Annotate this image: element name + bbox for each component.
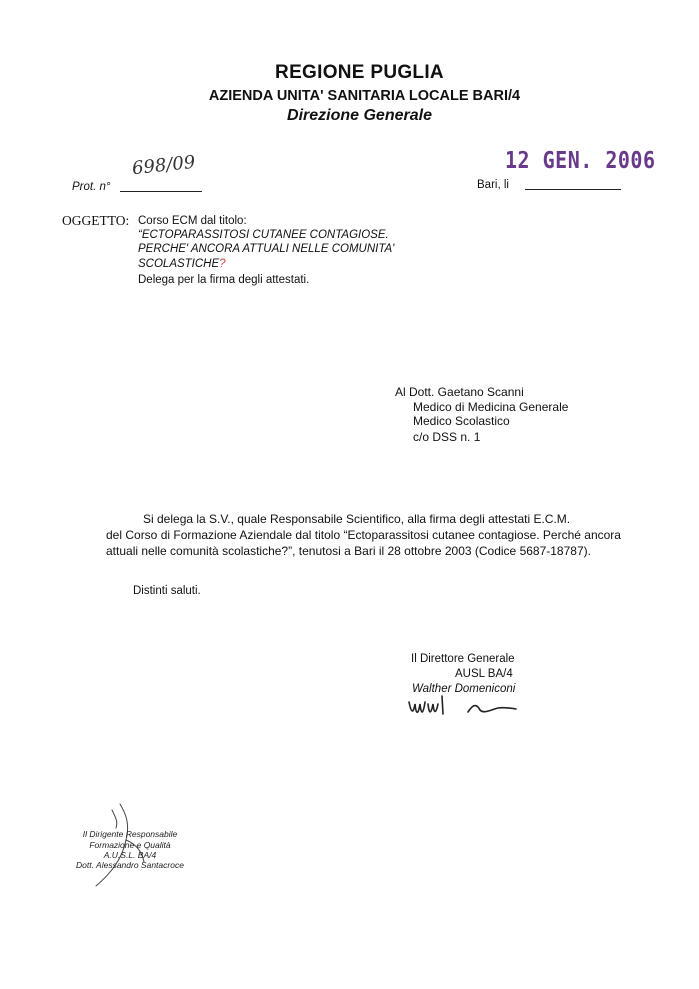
subject-line-5: Delega per la firma degli attestati. bbox=[138, 274, 310, 286]
region-title: REGIONE PUGLIA bbox=[275, 62, 444, 83]
handwritten-signature bbox=[406, 690, 536, 726]
recipient-line-1: Al Dott. Gaetano Scanni bbox=[395, 385, 524, 399]
subject-label: OGGETTO: bbox=[62, 213, 130, 228]
subject-line-4 bbox=[138, 258, 226, 270]
subject-line-3: PERCHE' ANCORA ATTUALI NELLE COMUNITA' bbox=[138, 243, 395, 255]
body-line-3: attuali nelle comunità scolastiche?”, tenutosi a Bari il 28 ottobre 2003 (Codice 5687-18787). bbox=[106, 544, 591, 558]
protocol-label: Prot. n° bbox=[72, 181, 111, 193]
protocol-number-handwritten: 698/09 bbox=[131, 151, 197, 180]
subject-line-1: Corso ECM dal titolo: bbox=[138, 215, 247, 227]
body-line-2: del Corso di Formazione Aziendale dal titolo “Ectoparassitosi cutanee contagiose. Perché ancora bbox=[106, 528, 621, 542]
protocol-underline bbox=[120, 191, 202, 192]
footer-line-3: A.U.S.L. BA/4 bbox=[103, 850, 157, 860]
closing-greeting: Distinti saluti. bbox=[133, 585, 201, 597]
recipient-line-3: Medico Scolastico bbox=[413, 414, 510, 428]
azienda-title: AZIENDA UNITA' SANITARIA LOCALE BARI/4 bbox=[208, 88, 521, 104]
footer-line-4: Dott. Alessandro Santacroce bbox=[76, 860, 184, 870]
direzione-title: Direzione Generale bbox=[287, 107, 432, 124]
subject-question-mark: ? bbox=[219, 258, 226, 270]
signatory-name: Walther Domeniconi bbox=[412, 683, 516, 695]
recipient-line-2: Medico di Medicina Generale bbox=[413, 400, 569, 414]
signatory-org: AUSL BA/4 bbox=[455, 668, 513, 680]
date-stamp: 12 GEN. 2006 bbox=[505, 146, 656, 174]
footer-line-2: Formazione e Qualità bbox=[89, 840, 171, 850]
place-date-label: Bari, li bbox=[477, 179, 509, 191]
body-line-1: Si delega la S.V., quale Responsabile Scientifico, alla firma degli attestati E.C.M. bbox=[143, 512, 571, 526]
recipient-line-4: c/o DSS n. 1 bbox=[413, 430, 481, 444]
subject-line-4-text: SCOLASTICHE bbox=[138, 258, 220, 270]
subject-line-2: “ECTOPARASSITOSI CUTANEE CONTAGIOSE. bbox=[138, 229, 389, 241]
footer-line-1: Il Dirigente Responsabile bbox=[82, 829, 178, 839]
signatory-title: Il Direttore Generale bbox=[411, 653, 515, 665]
place-date-underline bbox=[525, 189, 621, 190]
